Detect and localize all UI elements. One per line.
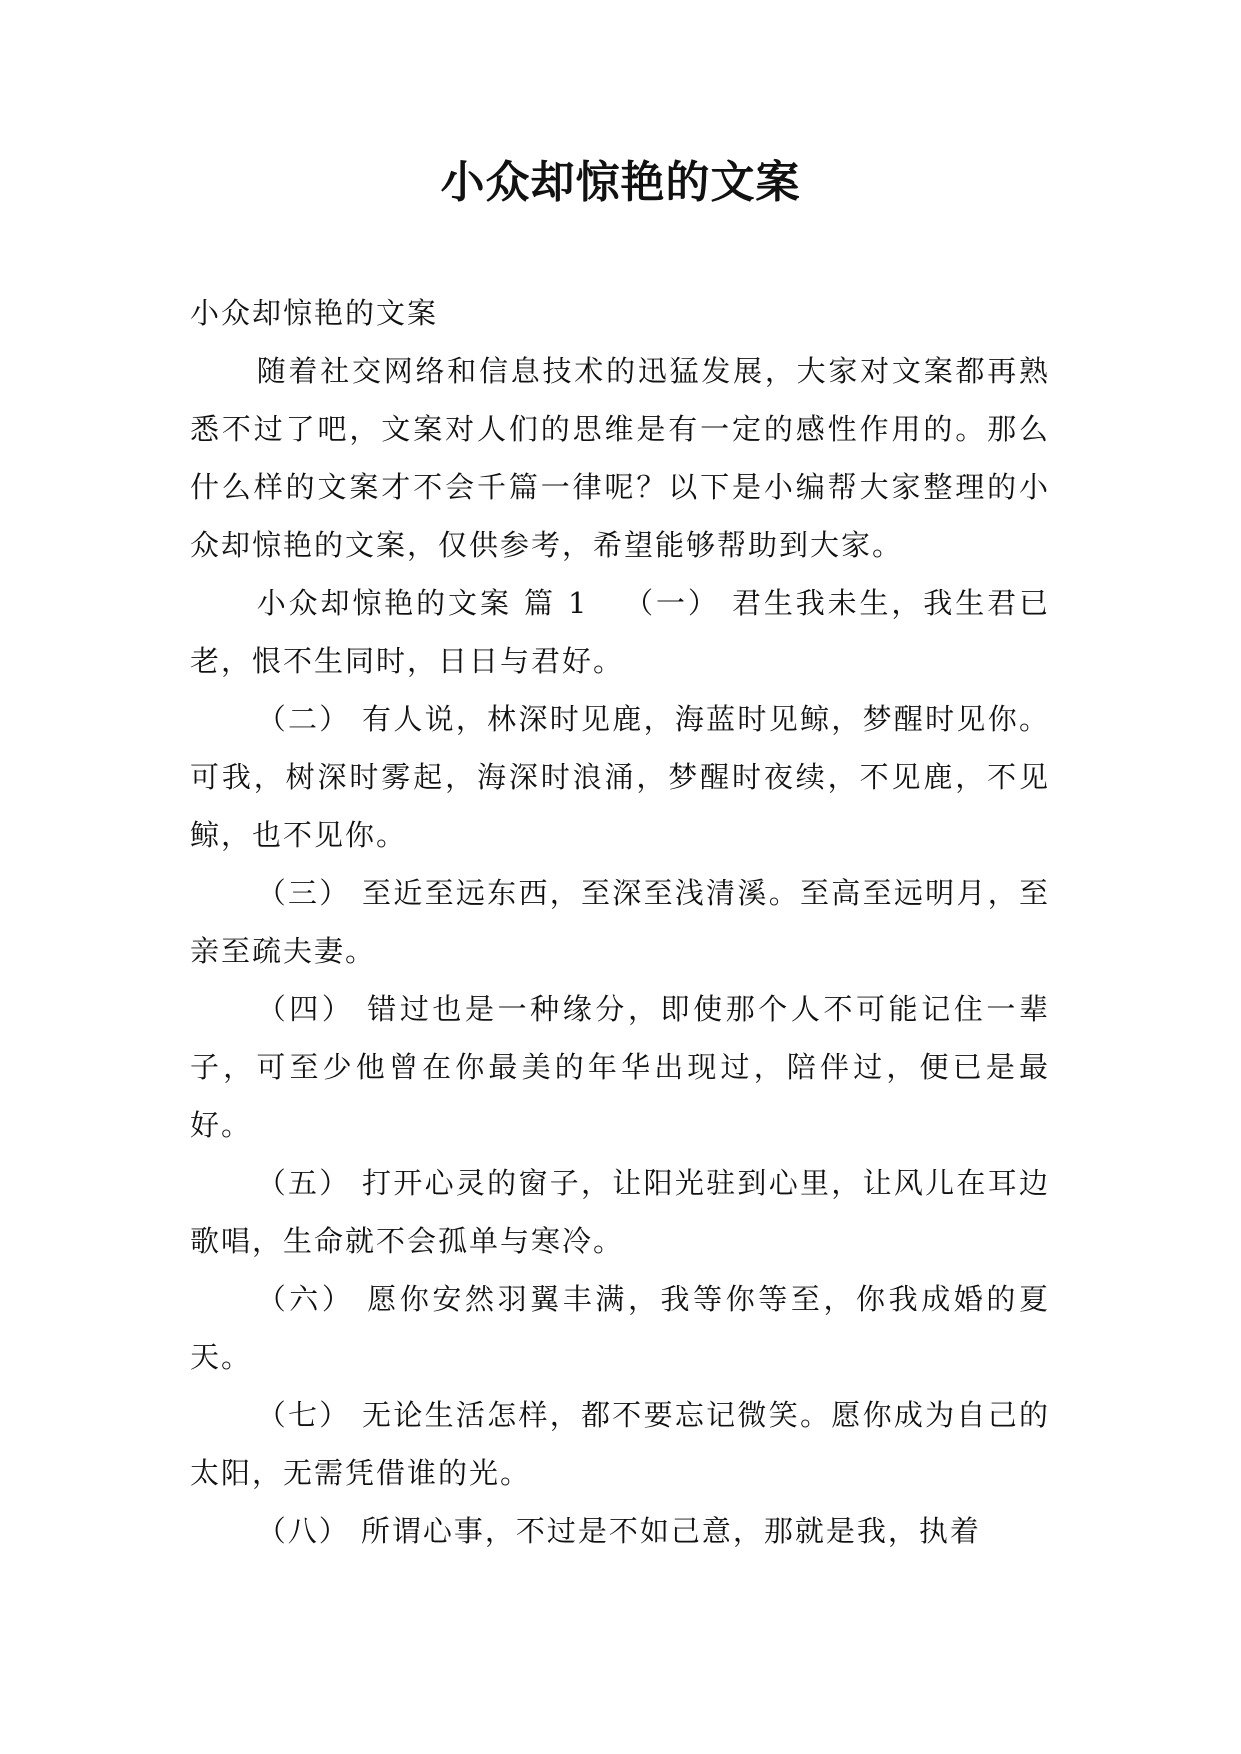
item-3: （三） 至近至远东西，至深至浅清溪。至高至远明月，至亲至疏夫妻。 <box>190 876 1050 968</box>
item-6: （六） 愿你安然羽翼丰满，我等你等至，你我成婚的夏天。 <box>190 1282 1050 1374</box>
item-2: （二） 有人说，林深时见鹿，海蓝时见鲸，梦醒时见你。可我，树深时雾起，海深时浪涌，梦醒时夜续，不见鹿，不见鲸，也不见你。 <box>190 702 1050 852</box>
item-1: （一） 君生我未生，我生君已老，恨不生同时，日日与君好。 <box>190 586 1050 678</box>
item-4: （四） 错过也是一种缘分，即使那个人不可能记住一辈子，可至少他曾在你最美的年华出现过，陪伴过，便已是最好。 <box>190 992 1050 1142</box>
intro-paragraph: 随着社交网络和信息技术的迅猛发展，大家对文案都再熟悉不过了吧，文案对人们的思维是有一定的感性作用的。那么什么样的文案才不会千篇一律呢？以下是小编帮大家整理的小众却惊艳的文案，仅供参考，希望能够帮助到大家。 <box>190 354 1050 562</box>
item-8: （八） 所谓心事，不过是不如己意，那就是我，执着 <box>256 1514 981 1548</box>
item-7: （七） 无论生活怎样，都不要忘记微笑。愿你成为自己的太阳，无需凭借谁的光。 <box>190 1398 1050 1490</box>
item-5: （五） 打开心灵的窗子，让阳光驻到心里，让风儿在耳边歌唱，生命就不会孤单与寒冷。 <box>190 1166 1050 1258</box>
section-heading: 小众却惊艳的文案 篇 1 <box>256 586 589 620</box>
document-body <box>190 284 1050 1560</box>
document-title: 小众却惊艳的文案 <box>440 157 801 208</box>
document-subtitle: 小众却惊艳的文案 <box>190 296 439 330</box>
section-1-paragraph <box>190 574 1050 690</box>
